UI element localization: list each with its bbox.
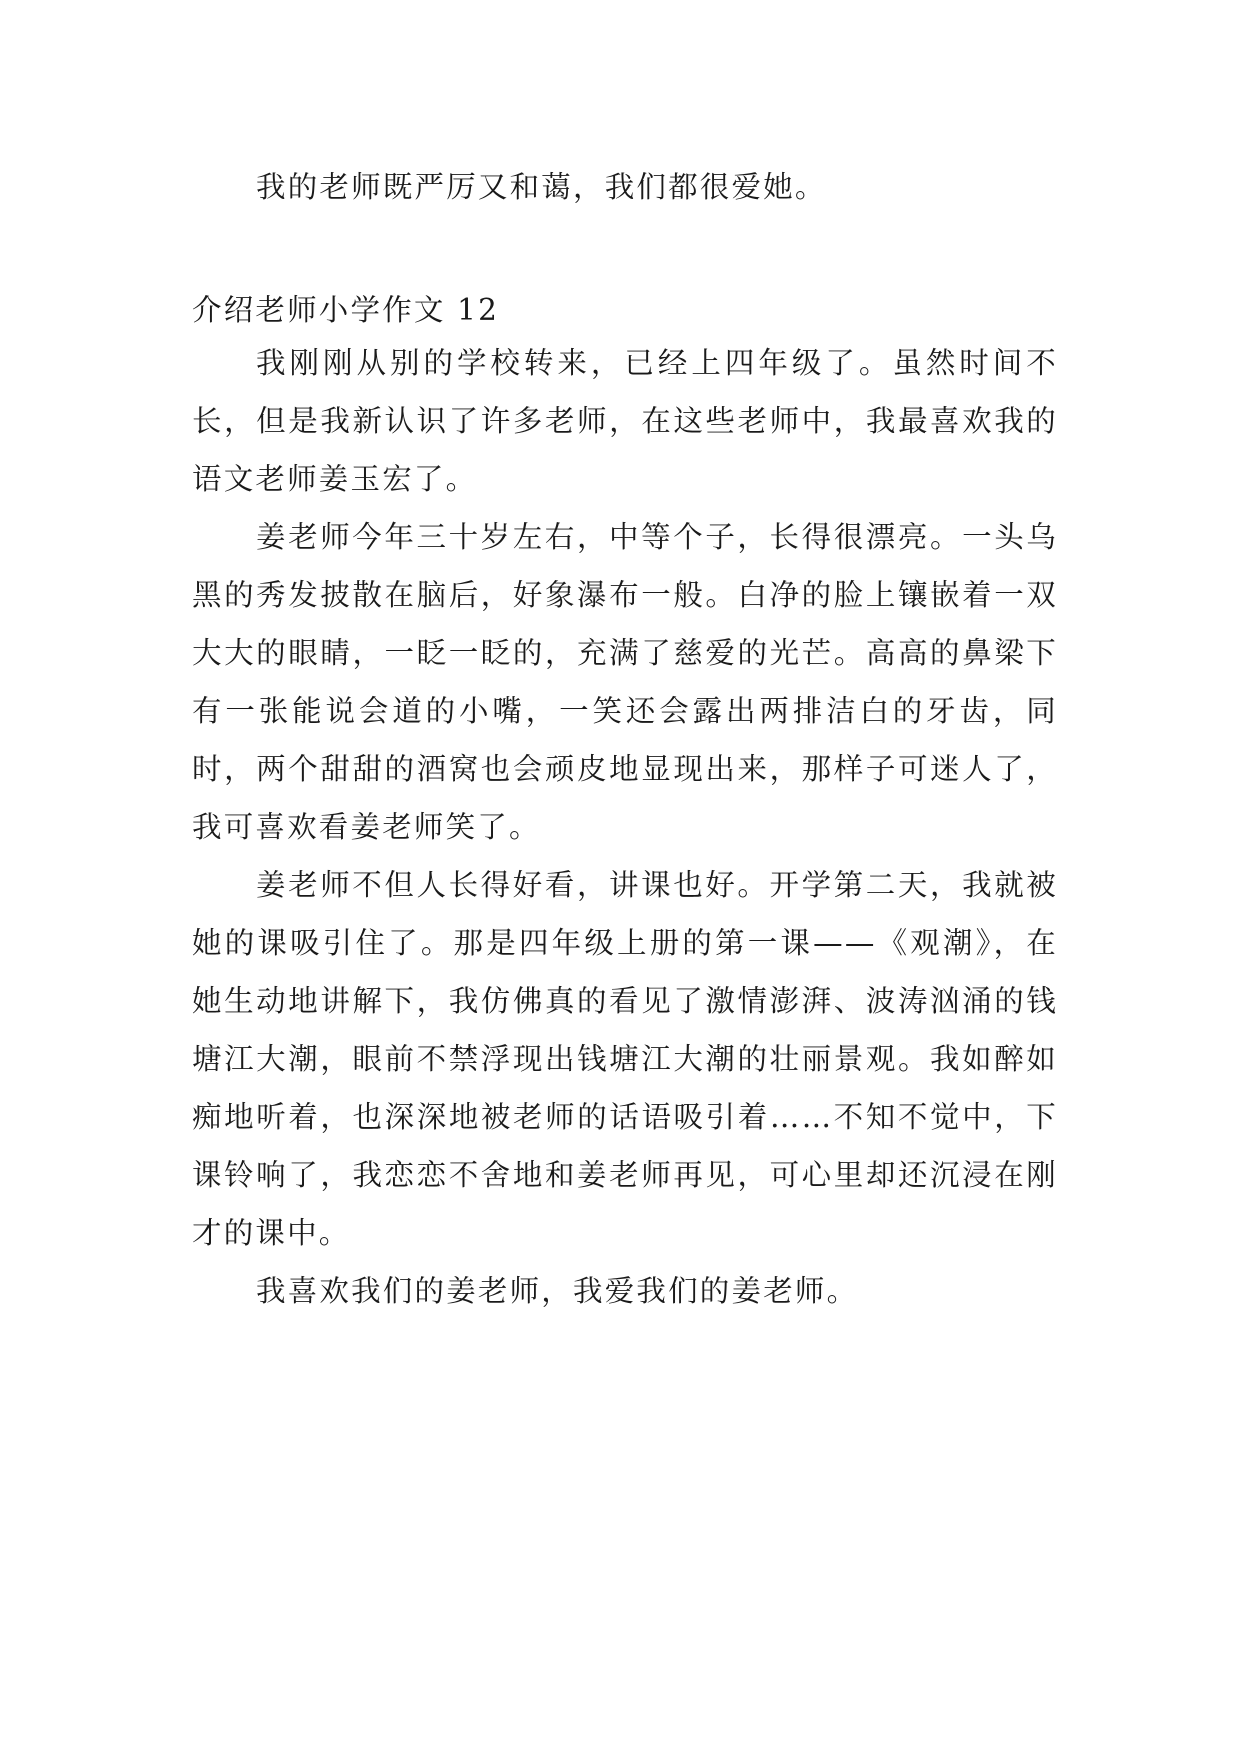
- essay-paragraph: 姜老师不但人长得好看，讲课也好。开学第二天，我就被她的课吸引住了。那是四年级上册的第一课——《观潮》，在她生动地讲解下，我仿佛真的看见了激情澎湃、波涛汹涌的钱塘江大潮，眼前不禁浮现出钱塘江大潮的壮丽景观。我如醉如痴地听着，也深深地被老师的话语吸引着……不知不觉中，下课铃响了，我恋恋不舍地和姜老师再见，可心里却还沉浸在刚才的课中。: [192, 868, 1058, 1250]
- essay-body: [192, 334, 1058, 1320]
- essay-paragraph: 我喜欢我们的姜老师，我爱我们的姜老师。: [256, 1274, 859, 1308]
- essay-paragraph: 我刚刚从别的学校转来，已经上四年级了。虽然时间不长，但是我新认识了许多老师，在这些老师中，我最喜欢我的语文老师姜玉宏了。: [192, 346, 1058, 496]
- intro-paragraph: 我的老师既严厉又和蔼，我们都很爱她。: [256, 170, 827, 204]
- section-title: 介绍老师小学作文 12: [192, 293, 500, 327]
- essay-paragraph: 姜老师今年三十岁左右，中等个子，长得很漂亮。一头乌黑的秀发披散在脑后，好象瀑布一般。白净的脸上镶嵌着一双大大的眼睛，一眨一眨的，充满了慈爱的光芒。高高的鼻梁下有一张能说会道的小嘴，一笑还会露出两排洁白的牙齿，同时，两个甜甜的酒窝也会顽皮地显现出来，那样子可迷人了，我可喜欢看姜老师笑了。: [192, 520, 1058, 844]
